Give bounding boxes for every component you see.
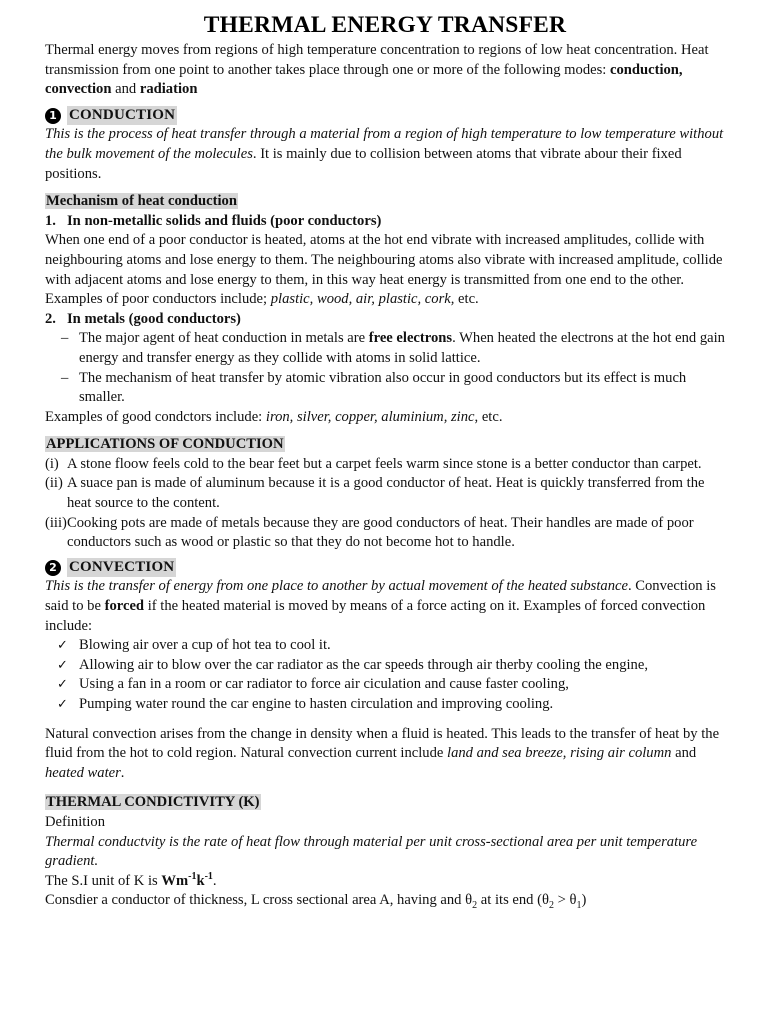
unit-k: k — [196, 872, 205, 889]
list-item — [57, 636, 725, 656]
page-title: THERMAL ENERGY TRANSFER — [203, 12, 567, 38]
consider-a: Consdier a conductor of thickness, L cross sectional area A, having and θ — [45, 892, 473, 909]
conductivity-definition: Thermal conductvity is the rate of heat flow through material per unit cross-sectional area per unit temperature gradient. — [45, 833, 698, 870]
document-page — [45, 10, 725, 911]
convection-def-b: if the heated material is moved by means of a force acting on it. Examples of forced convection include: — [45, 598, 706, 634]
mechanism-heading — [45, 192, 725, 212]
unit-end: . — [212, 872, 217, 889]
natural-end: . — [120, 764, 125, 781]
good-examples-suffix: , etc. — [474, 408, 503, 425]
conduction-def-rest: . It is mainly due to collision between atoms that vibrate abour their fixed positions. — [45, 145, 682, 182]
consider-sub-2: 2 — [548, 900, 554, 912]
item2-title: In metals (good conductors) — [67, 310, 241, 327]
conduction-heading — [45, 106, 725, 126]
application-item — [45, 455, 725, 475]
dash1-text-a: The major agent of heat conduction in metals are — [79, 330, 369, 347]
consider-sub-1: 2 — [472, 900, 478, 912]
unit-w: Wm — [161, 872, 189, 889]
mode-radiation: radiation — [139, 81, 198, 98]
list-item — [57, 695, 725, 715]
item2-heading — [45, 310, 725, 330]
unit-symbol — [161, 870, 213, 889]
conductivity-heading — [45, 793, 725, 813]
forced-convection-examples — [45, 636, 725, 714]
conductivity-label: THERMAL CONDICTIVITY (K) — [46, 794, 260, 811]
natural-examples-1: land and sea breeze, rising air column — [447, 745, 672, 762]
definition-label: Definition — [45, 813, 105, 830]
application-label: (ii) — [45, 475, 63, 492]
application-text: Cooking pots are made of metals because they are good conductors of heat. Their handles are made of poor conductors such as wood or plastic so that they do not become hot to handle. — [67, 514, 694, 551]
application-label: (i) — [45, 455, 59, 472]
consider-conductor-line — [45, 891, 725, 911]
natural-text: Natural convection arises from the change in density when a fluid is heated. This leads to the transfer of heat by the fluid from the hot to cold region. Natural convection current include — [45, 725, 720, 762]
convection-def-italic: This is the transfer of energy from one place to another by actual movement of the heated substance — [45, 578, 628, 595]
checkmark-icon: ✓ — [57, 657, 68, 673]
consider-sub-3: 1 — [576, 900, 582, 912]
intro-paragraph — [45, 41, 725, 100]
convection-label: CONVECTION — [67, 558, 176, 578]
intro-and: and — [111, 81, 140, 98]
dash1-text-b: . When heated the electrons at the hot end gain energy and transfer energy as they collide with atoms in solid lattice. — [79, 330, 725, 366]
consider-b: at its end (θ — [477, 892, 549, 909]
unit-prefix: The S.I unit of K is — [45, 872, 162, 889]
natural-and: and — [671, 745, 697, 762]
check-item-text: Using a fan in a room or car radiator to force air ciculation and cause faster cooling, — [79, 676, 569, 693]
unit-exp-1: -1 — [188, 870, 197, 882]
good-examples-prefix: Examples of good condctors include: — [45, 408, 266, 425]
item1-text: When one end of a poor conductor is heated, atoms at the hot end vibrate with increased amplitudes, collide with neighbouring atoms and lose energy to them. The neighbouring atoms also vibrate with increased amplitude, collide with adjacent atoms and lose energy to them, in this way heat energy is transmitted from one end to the other. — [45, 232, 723, 288]
mode-conduction: conduction, — [609, 61, 683, 78]
mode-convection: convection — [45, 81, 112, 98]
unit-exp-2: -1 — [204, 870, 213, 882]
application-label: (iii) — [45, 514, 67, 531]
applications-heading — [45, 435, 725, 455]
item1-title: In non-metallic solids and fluids (poor conductors) — [67, 212, 382, 229]
number-one-icon: 1 — [45, 108, 61, 124]
application-item — [45, 474, 725, 513]
conduction-definition — [45, 125, 725, 184]
mechanism-label: Mechanism of heat conduction — [46, 193, 237, 210]
item2-number: 2. — [45, 310, 56, 327]
consider-c: > θ — [553, 892, 577, 909]
item1-number: 1. — [45, 212, 56, 229]
free-electrons-term: free electrons — [368, 330, 453, 347]
poor-examples-prefix: Examples of poor conductors include; — [45, 291, 271, 308]
poor-conductors-examples — [45, 290, 725, 310]
checkmark-icon: ✓ — [57, 638, 68, 654]
application-text: A suace pan is made of aluminum because it is a good conductor of heat. Heat is quickly transferred from the heat source to the content. — [67, 475, 705, 512]
convection-definition — [45, 577, 725, 636]
good-conductors-examples — [45, 408, 725, 428]
list-item — [57, 656, 725, 676]
checkmark-icon: ✓ — [57, 697, 68, 712]
applications-label: APPLICATIONS OF CONDUCTION — [46, 436, 284, 453]
natural-convection-paragraph — [45, 725, 725, 784]
check-item-text: Blowing air over a cup of hot tea to cool it. — [79, 637, 331, 654]
si-unit-line — [45, 872, 725, 892]
check-item-text: Pumping water round the car engine to hasten circulation and improving cooling. — [79, 696, 554, 712]
conduction-label: CONDUCTION — [67, 106, 177, 126]
good-examples-list: iron, silver, copper, aluminium, zinc — [265, 408, 475, 425]
conduction-def-italic: This is the process of heat transfer through a material from a region of high temperature to low temperature without the bulk movement of the molecules — [45, 126, 724, 162]
application-item — [45, 514, 725, 553]
natural-examples-2: heated water — [45, 764, 121, 781]
check-item-text: Allowing air to blow over the car radiator as the car speeds through air therby cooling the engine, — [79, 656, 648, 673]
application-text: A stone floow feels cold to the bear feet but a carpet feels warm since stone is a better conductor than carpet. — [67, 455, 702, 472]
checkmark-icon: ✓ — [57, 677, 68, 693]
convection-heading — [45, 558, 725, 578]
poor-examples-list: plastic, wood, air, plastic, cork, — [270, 291, 455, 308]
intro-text: Thermal energy moves from regions of high temperature concentration to regions of low heat concentration. Heat transmission from one point to another takes place through one or more of the following modes: — [45, 42, 709, 78]
applications-list — [45, 455, 725, 553]
poor-examples-suffix: etc. — [454, 291, 479, 308]
item1-heading — [45, 212, 725, 232]
consider-d: ) — [581, 892, 587, 909]
number-two-icon: 2 — [45, 560, 61, 576]
convection-def-a: . Convection is said to be — [45, 578, 716, 615]
list-item: – The mechanism of heat transfer by atomic vibration also occur in good conductors but its effect is much smaller. — [61, 369, 725, 408]
list-item — [61, 329, 725, 368]
forced-term: forced — [104, 598, 145, 615]
metal-conduction-list — [45, 329, 725, 407]
list-item — [57, 675, 725, 695]
